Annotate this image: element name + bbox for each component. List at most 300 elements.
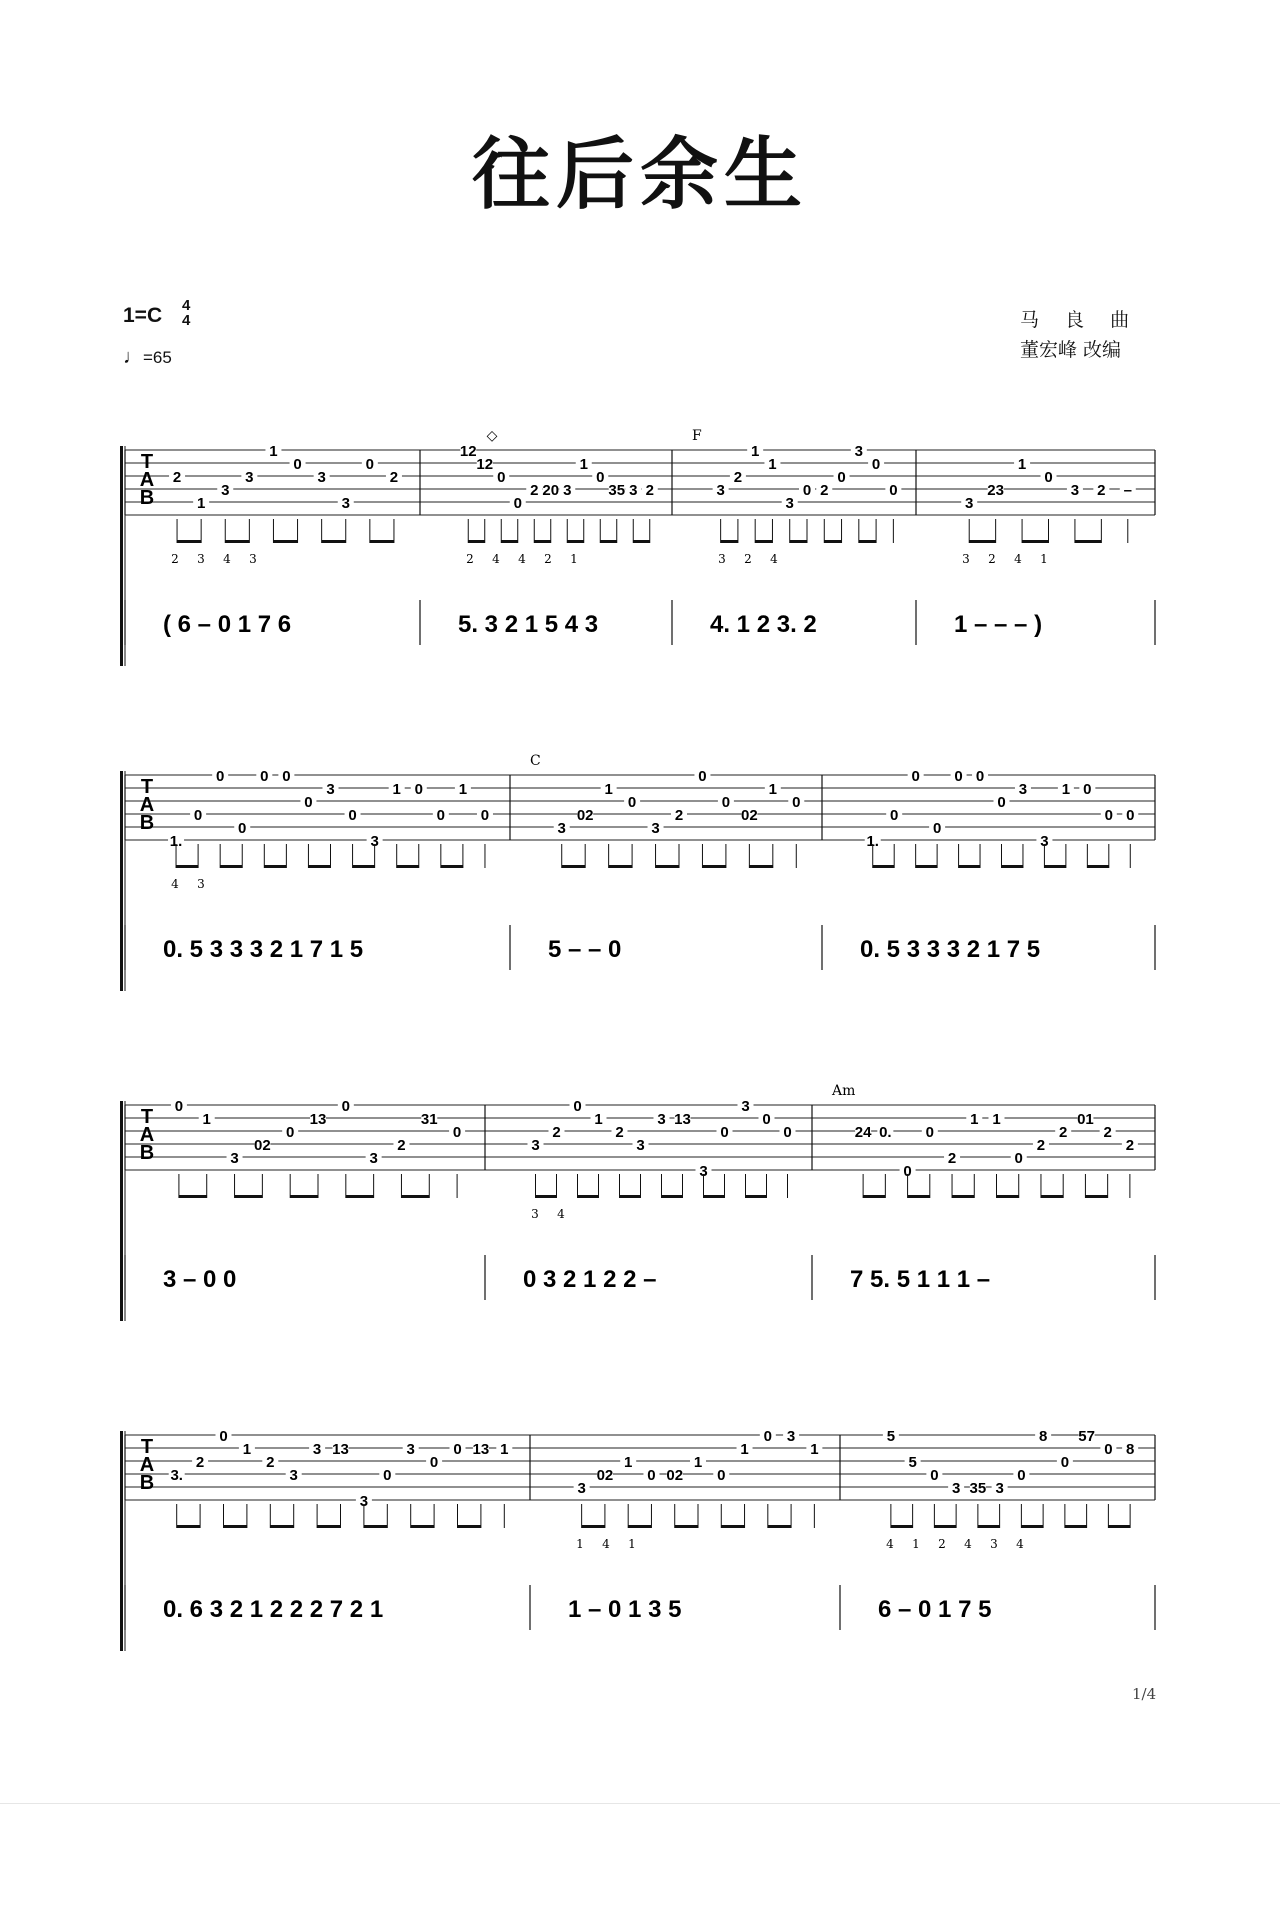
fret-number: 1: [392, 781, 401, 798]
key-signature: 1=C: [123, 304, 163, 327]
fret-number: 0: [293, 456, 302, 473]
fret-number: 02: [741, 807, 758, 824]
fret-number: 02: [666, 1467, 684, 1484]
fret-number: 3: [326, 781, 335, 798]
tab-letter: A: [139, 1454, 155, 1476]
note-beam: [997, 1195, 1019, 1198]
fret-number: 2: [645, 482, 654, 499]
fret-number: 0: [837, 469, 846, 486]
tempo-marking: [123, 346, 172, 369]
fret-number: 0: [930, 1467, 939, 1484]
jianpu-notation: 6 – 0 1 7 5: [878, 1596, 992, 1623]
fret-number: 3.: [170, 1467, 183, 1484]
fingering-number: 4: [886, 1537, 894, 1551]
note-beam: [578, 1195, 599, 1198]
fret-number: 0: [720, 1124, 729, 1141]
fret-number: 8: [1125, 1441, 1135, 1458]
jianpu-notation: 3 – 0 0: [163, 1266, 237, 1293]
fret-number: 2: [397, 1137, 406, 1154]
system-1: [0, 420, 1280, 700]
fret-number: 3: [221, 482, 230, 499]
fret-number: 1: [992, 1111, 1001, 1128]
fret-number: 1.: [866, 833, 879, 850]
note-beam: [177, 540, 201, 543]
note-beam: [177, 1525, 200, 1528]
fingering-number: 4: [223, 552, 231, 566]
fret-number: 3: [557, 820, 566, 837]
fret-number: 0: [1104, 1441, 1113, 1458]
fret-number: 0: [763, 1428, 772, 1445]
fret-number: 0: [889, 482, 898, 499]
fret-number: 2: [615, 1124, 624, 1141]
fret-number: 1: [1061, 781, 1071, 798]
fret-number: 3: [1040, 833, 1049, 850]
note-beam: [562, 865, 585, 868]
fret-number: 0: [596, 469, 605, 486]
note-beam: [270, 1525, 293, 1528]
fret-number: 12: [476, 456, 494, 473]
note-beam: [978, 1525, 1000, 1528]
fingering-number: 4: [518, 552, 526, 566]
note-beam: [534, 540, 551, 543]
fret-number: 0: [348, 807, 357, 824]
fret-number: 2: [172, 469, 182, 486]
note-beam: [662, 1195, 683, 1198]
fret-number: 0: [453, 1441, 462, 1458]
fret-number: 2: [820, 482, 829, 499]
note-beam: [225, 540, 249, 543]
fret-number: 0: [792, 794, 801, 811]
fret-number: 0: [871, 456, 881, 473]
note-beam: [1075, 540, 1101, 543]
fret-number: 0: [627, 794, 637, 811]
fret-number: 0: [1083, 781, 1092, 798]
tab-letter: A: [139, 1124, 155, 1146]
note-beam: [675, 1525, 698, 1528]
note-beam: [952, 1195, 974, 1198]
fret-number: 01: [1077, 1111, 1094, 1128]
jianpu-notation: 0. 6 3 2 1 2 2 2 7 2 1: [163, 1596, 384, 1623]
system-4: [0, 1405, 1280, 1685]
note-beam: [959, 865, 980, 868]
note-beam: [749, 865, 772, 868]
note-beam: [224, 1525, 247, 1528]
note-beam: [656, 865, 679, 868]
note-beam: [755, 540, 772, 543]
note-beam: [501, 540, 518, 543]
fret-number: 35: [608, 482, 626, 499]
tab-letter: B: [139, 812, 155, 834]
fret-number: 0: [215, 768, 225, 785]
fingering-number: 1: [570, 552, 578, 566]
fret-number: 3: [629, 482, 638, 499]
fret-number: 3: [951, 1480, 961, 1497]
tempo-value: =65: [143, 348, 172, 367]
fret-number: 0: [573, 1098, 582, 1115]
fret-number: 1: [242, 1441, 252, 1458]
fret-number: 1: [810, 1441, 819, 1458]
note-beam: [633, 540, 650, 543]
note-beam: [620, 1195, 641, 1198]
fret-number: 3: [854, 443, 863, 460]
note-beam: [536, 1195, 557, 1198]
fret-number: 13: [472, 1441, 490, 1458]
note-beam: [264, 865, 286, 868]
note-beam: [364, 1525, 387, 1528]
note-beam: [702, 865, 725, 868]
fret-number: 0: [429, 1454, 439, 1471]
fret-number: –: [1123, 482, 1132, 499]
note-beam: [353, 865, 375, 868]
fret-number: 0.: [879, 1124, 892, 1141]
fret-number: 0: [762, 1111, 771, 1128]
fret-number: 3: [406, 1441, 415, 1458]
fret-number: 0: [282, 768, 291, 785]
fingering-number: 3: [531, 1207, 539, 1221]
fret-number: 1: [269, 443, 278, 460]
fret-number: 3: [230, 1150, 239, 1167]
note-beam: [863, 1195, 885, 1198]
fret-number: 35: [969, 1480, 987, 1497]
fret-number: 0: [932, 820, 942, 837]
fret-number: 0: [497, 469, 506, 486]
fret-number: 0: [1044, 469, 1053, 486]
fret-number: 1: [1017, 456, 1027, 473]
fret-number: 1: [594, 1111, 603, 1128]
note-beam: [609, 865, 632, 868]
note-beam: [567, 540, 584, 543]
system-bracket: [120, 1431, 123, 1651]
tab-letter: B: [139, 1142, 155, 1164]
note-beam: [1108, 1525, 1130, 1528]
fret-number: 2: [266, 1454, 275, 1471]
fingering-number: 2: [988, 552, 996, 566]
jianpu-notation: ( 6 – 0 1 7 6: [163, 611, 292, 638]
note-beam: [411, 1525, 434, 1528]
fret-number: 2: [947, 1150, 957, 1167]
chord-name: F: [692, 428, 702, 444]
fret-number: 2: [1103, 1124, 1112, 1141]
fret-number: 3: [289, 1467, 298, 1484]
fingering-number: 2: [544, 552, 552, 566]
fingering-number: 2: [171, 552, 179, 566]
fret-number: 12: [459, 443, 477, 460]
fret-number: 3: [636, 1137, 645, 1154]
fingering-number: 3: [962, 552, 970, 566]
fret-number: 0: [890, 807, 899, 824]
fingering-number: 1: [1040, 552, 1048, 566]
fret-number: 0: [341, 1098, 350, 1115]
note-beam: [1002, 865, 1023, 868]
note-beam: [859, 540, 876, 543]
note-beam: [179, 1195, 207, 1198]
fret-number: 2: [195, 1454, 205, 1471]
note-beam: [969, 540, 995, 543]
chord-name: Am: [832, 1083, 856, 1099]
fret-number: 5: [886, 1428, 896, 1445]
fret-number: 02: [596, 1467, 614, 1484]
fret-number: 1: [458, 781, 468, 798]
note-beam: [704, 1195, 725, 1198]
tab-letter: A: [139, 794, 155, 816]
note-beam: [441, 865, 463, 868]
fingering-number: 2: [466, 552, 474, 566]
note-beam: [1085, 1195, 1107, 1198]
note-beam: [317, 1525, 340, 1528]
fingering-number: 3: [990, 1537, 998, 1551]
fret-number: 57: [1078, 1428, 1095, 1445]
note-beam: [397, 865, 419, 868]
page-number: 1/4: [1132, 1685, 1157, 1703]
system-2: [0, 745, 1280, 1025]
fingering-number: 1: [912, 1537, 920, 1551]
note-beam: [1044, 865, 1065, 868]
note-beam: [273, 540, 297, 543]
time-signature: [182, 298, 190, 328]
fret-number: 1: [624, 1454, 633, 1471]
harmonic-symbol: ◇: [486, 428, 498, 444]
note-beam: [628, 1525, 651, 1528]
fret-number: 3: [577, 1480, 586, 1497]
fret-number: 3: [245, 469, 254, 486]
fret-number: 0: [304, 794, 313, 811]
note-beam: [1022, 540, 1048, 543]
jianpu-notation: 0. 5 3 3 3 2 1 7 5: [860, 936, 1041, 963]
note-beam: [458, 1525, 481, 1528]
note-beam: [1041, 1195, 1063, 1198]
jianpu-notation: 1 – – – ): [954, 611, 1043, 638]
note-beam: [401, 1195, 429, 1198]
quarter-note-icon: ♩: [123, 346, 143, 368]
fret-number: 23: [987, 482, 1004, 499]
jianpu-notation: 5 – – 0: [548, 936, 622, 963]
fret-number: 3: [531, 1137, 540, 1154]
fret-number: 0: [911, 768, 920, 785]
fingering-number: 4: [557, 1207, 565, 1221]
fret-number: 0: [286, 1124, 295, 1141]
fret-number: 0: [783, 1124, 792, 1141]
fret-number: 2: [552, 1124, 561, 1141]
note-beam: [1087, 865, 1108, 868]
system-bracket: [120, 446, 123, 666]
fret-number: 0: [997, 794, 1006, 811]
fret-number: 0: [174, 1098, 184, 1115]
fret-number: 1: [202, 1111, 211, 1128]
fret-number: 8: [1038, 1428, 1048, 1445]
time-signature-top: 4: [182, 297, 191, 314]
fingering-number: 3: [197, 877, 205, 891]
note-beam: [721, 540, 738, 543]
fret-number: 3: [370, 833, 379, 850]
note-beam: [220, 865, 242, 868]
fret-number: 0: [436, 807, 446, 824]
fingering-number: 3: [718, 552, 726, 566]
fret-number: 1: [768, 781, 777, 798]
tab-letter: B: [139, 487, 155, 509]
fingering-number: 3: [197, 552, 205, 566]
fret-number: 3: [359, 1493, 369, 1510]
fret-number: 13: [674, 1111, 691, 1128]
fingering-number: 4: [602, 1537, 610, 1551]
fret-number: 3: [786, 1428, 796, 1445]
fret-number: 2: [1097, 482, 1106, 499]
fret-number: 3: [563, 482, 572, 499]
fingering-number: 4: [1014, 552, 1022, 566]
fret-number: 1: [740, 1441, 749, 1458]
note-beam: [790, 540, 807, 543]
fingering-number: 1: [576, 1537, 584, 1551]
note-beam: [721, 1525, 744, 1528]
fret-number: 2: [389, 469, 399, 486]
fret-number: 1: [579, 456, 588, 473]
note-beam: [768, 1525, 791, 1528]
fret-number: 3: [312, 1441, 322, 1458]
fret-number: 1: [693, 1454, 703, 1471]
time-signature-bottom: 4: [182, 312, 191, 329]
fret-number: 3: [741, 1098, 750, 1115]
note-beam: [582, 1525, 605, 1528]
fret-number: 3: [369, 1150, 378, 1167]
fret-number: 0: [802, 482, 812, 499]
fingering-number: 4: [171, 877, 179, 891]
fingering-number: 1: [628, 1537, 636, 1551]
fret-number: 3: [716, 482, 725, 499]
system-bracket: [120, 1101, 123, 1321]
fret-number: 5: [908, 1454, 917, 1471]
fret-number: 02: [254, 1137, 271, 1154]
tab-letter: T: [140, 1436, 154, 1458]
note-beam: [600, 540, 617, 543]
note-beam: [290, 1195, 318, 1198]
fingering-number: 4: [964, 1537, 972, 1551]
fret-number: 0: [721, 794, 731, 811]
fret-number: 0: [717, 1467, 726, 1484]
fret-number: 1: [970, 1111, 979, 1128]
page-title: 往后余生: [471, 130, 808, 220]
note-beam: [891, 1525, 913, 1528]
fret-number: 0: [452, 1124, 462, 1141]
fret-number: 1: [500, 1441, 509, 1458]
fret-number: 3: [965, 495, 974, 512]
fingering-number: 4: [770, 552, 778, 566]
fingering-number: 2: [744, 552, 752, 566]
jianpu-notation: 0. 5 3 3 3 2 1 7 1 5: [163, 936, 364, 963]
fret-number: 2: [1125, 1137, 1135, 1154]
fret-number: 2: [530, 482, 539, 499]
note-beam: [308, 865, 330, 868]
fret-number: 0: [365, 456, 375, 473]
fret-number: 0: [903, 1163, 912, 1180]
fret-number: 3: [341, 495, 350, 512]
fret-number: 0: [238, 820, 247, 837]
fret-number: 13: [332, 1441, 349, 1458]
fret-number: 0: [480, 807, 490, 824]
fret-number: 0: [647, 1467, 656, 1484]
note-beam: [916, 865, 937, 868]
note-beam: [934, 1525, 956, 1528]
note-beam: [1021, 1525, 1043, 1528]
fret-number: 13: [309, 1111, 327, 1128]
fret-number: 3: [317, 469, 326, 486]
jianpu-notation: 5. 3 2 1 5 4 3: [458, 611, 599, 638]
fret-number: 1: [751, 443, 760, 460]
note-beam: [468, 540, 485, 543]
note-beam: [235, 1195, 263, 1198]
fret-number: 0: [260, 768, 269, 785]
composer-credit: 马 良 曲: [1020, 309, 1140, 331]
fret-number: 0: [975, 768, 985, 785]
fret-number: 3: [785, 495, 794, 512]
note-beam: [746, 1195, 767, 1198]
fret-number: 3: [995, 1480, 1004, 1497]
fret-number: 2: [733, 469, 743, 486]
fret-number: 0: [1060, 1454, 1070, 1471]
fret-number: 1: [604, 781, 613, 798]
system-bracket: [120, 771, 123, 991]
fingering-number: 3: [249, 552, 257, 566]
fret-number: 02: [576, 807, 594, 824]
tab-letter: B: [139, 1472, 155, 1494]
system-3: [0, 1075, 1280, 1355]
fret-number: 20: [542, 482, 560, 499]
fret-number: 24: [854, 1124, 872, 1141]
note-beam: [873, 865, 894, 868]
tab-letter: T: [140, 451, 154, 473]
fret-number: 1: [768, 456, 777, 473]
fret-number: 3: [1070, 482, 1080, 499]
jianpu-notation: 0 3 2 1 2 2 –: [523, 1266, 657, 1293]
fret-number: 0: [1104, 807, 1113, 824]
fret-number: 0: [383, 1467, 392, 1484]
note-beam: [908, 1195, 930, 1198]
fret-number: 1.: [169, 833, 183, 850]
fret-number: 0: [698, 768, 707, 785]
fret-number: 0: [1017, 1467, 1026, 1484]
chord-name: C: [530, 753, 541, 769]
fingering-number: 4: [492, 552, 500, 566]
note-beam: [346, 1195, 374, 1198]
fret-number: 0: [954, 768, 963, 785]
jianpu-notation: 4. 1 2 3. 2: [710, 611, 817, 638]
fingering-number: 4: [1016, 1537, 1024, 1551]
fret-number: 0: [414, 781, 423, 798]
page-divider: [0, 1803, 1280, 1804]
fret-number: 0: [193, 807, 203, 824]
note-beam: [322, 540, 346, 543]
fret-number: 2: [1059, 1124, 1068, 1141]
note-beam: [824, 540, 841, 543]
fret-number: 0: [925, 1124, 934, 1141]
fret-number: 0: [1126, 807, 1135, 824]
fret-number: 3: [657, 1111, 666, 1128]
fret-number: 3: [1018, 781, 1028, 798]
fret-number: 2: [1036, 1137, 1046, 1154]
fret-number: 3: [651, 820, 660, 837]
fret-number: 0: [219, 1428, 228, 1445]
jianpu-notation: 7 5. 5 1 1 1 –: [850, 1266, 991, 1293]
fret-number: 31: [420, 1111, 438, 1128]
fret-number: 3: [699, 1163, 708, 1180]
note-beam: [1065, 1525, 1087, 1528]
tab-letter: T: [140, 1106, 154, 1128]
note-beam: [370, 540, 394, 543]
note-beam: [176, 865, 198, 868]
jianpu-notation: 1 – 0 1 3 5: [568, 1596, 682, 1623]
fingering-number: 2: [938, 1537, 946, 1551]
tab-letter: T: [140, 776, 154, 798]
fret-number: 0: [1014, 1150, 1023, 1167]
fret-number: 2: [674, 807, 684, 824]
